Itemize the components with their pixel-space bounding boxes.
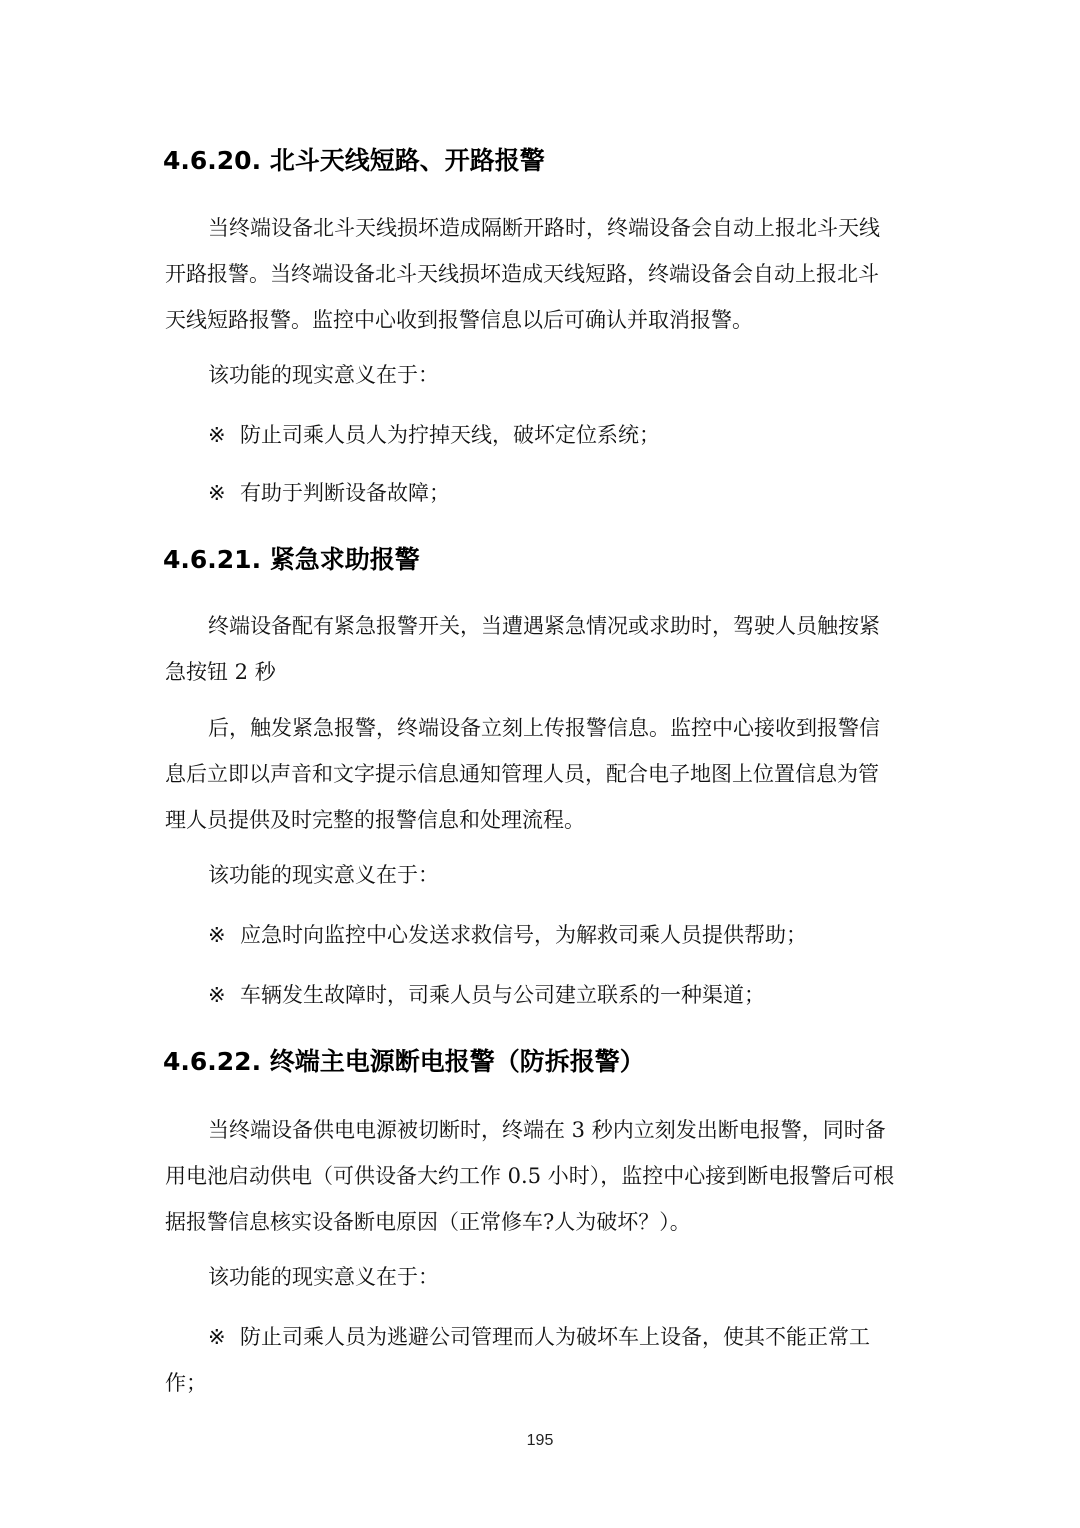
bullet-line: 作； [165, 1371, 207, 1395]
bullet-symbol: ※ [208, 923, 226, 947]
bullet-symbol: ※ [208, 481, 226, 505]
page-number: 195 [526, 1432, 554, 1449]
paragraph-line: 天线短路报警。监控中心收到报警信息以后可确认并取消报警。 [165, 308, 753, 332]
bullet-text: 应急时向监控中心发送求救信号，为解救司乘人员提供帮助； [240, 923, 807, 947]
section-heading-4-6-21: 4.6.21. 紧急求助报警 [163, 545, 420, 574]
section-4-6-22-paragraph [165, 1107, 925, 1245]
section-4-6-20-bullet-2 [165, 470, 968, 516]
bullet-text: 车辆发生故障时，司乘人员与公司建立联系的一种渠道； [240, 983, 765, 1007]
section-heading-4-6-20: 4.6.20. 北斗天线短路、开路报警 [163, 146, 545, 175]
section-heading-4-6-22: 4.6.22. 终端主电源断电报警（防拆报警） [163, 1047, 645, 1076]
paragraph-line: 息后立即以声音和文字提示信息通知管理人员，配合电子地图上位置信息为管 [165, 762, 879, 786]
bullet-text: 防止司乘人员为逃避公司管理而人为破坏车上设备，使其不能正常工 [240, 1325, 870, 1349]
paragraph-line: 理人员提供及时完整的报警信息和处理流程。 [165, 808, 585, 832]
section-4-6-22-meaning-intro: 该功能的现实意义在于： [208, 1265, 439, 1289]
bullet-line [165, 1314, 925, 1360]
paragraph-line: 当终端设备供电电源被切断时，终端在 3 秒内立刻发出断电报警，同时备 [208, 1118, 886, 1142]
paragraph-line: 开路报警。当终端设备北斗天线损坏造成天线短路，终端设备会自动上报北斗 [165, 262, 879, 286]
section-4-6-20-meaning-intro: 该功能的现实意义在于： [208, 363, 439, 387]
section-4-6-21-meaning-intro: 该功能的现实意义在于： [208, 863, 439, 887]
bullet-symbol: ※ [208, 983, 226, 1007]
bullet-symbol: ※ [208, 1325, 226, 1349]
section-4-6-20-bullet-1 [165, 412, 968, 458]
bullet-text: 防止司乘人员人为拧掉天线，破坏定位系统； [240, 423, 660, 447]
section-4-6-21-bullet-2 [165, 972, 968, 1018]
paragraph-line: 后，触发紧急报警，终端设备立刻上传报警信息。监控中心接收到报警信 [208, 716, 880, 740]
bullet-symbol: ※ [208, 423, 226, 447]
paragraph-line: 用电池启动供电（可供设备大约工作 0.5 小时），监控中心接到断电报警后可根 [165, 1164, 895, 1188]
section-4-6-21-bullet-1 [165, 912, 968, 958]
paragraph-line: 据报警信息核实设备断电原因（正常修车?人为破坏？）。 [165, 1210, 691, 1234]
paragraph-line: 急按钮 2 秒 [165, 660, 276, 684]
paragraph-line: 当终端设备北斗天线损坏造成隔断开路时，终端设备会自动上报北斗天线 [208, 216, 880, 240]
section-4-6-21-paragraph-1 [165, 603, 925, 695]
section-4-6-22-bullet-1 [165, 1314, 925, 1406]
paragraph-line: 终端设备配有紧急报警开关，当遭遇紧急情况或求助时，驾驶人员触按紧 [208, 614, 880, 638]
section-4-6-20-paragraph [165, 205, 925, 343]
section-4-6-21-paragraph-2 [165, 705, 925, 843]
bullet-text: 有助于判断设备故障； [240, 481, 450, 505]
